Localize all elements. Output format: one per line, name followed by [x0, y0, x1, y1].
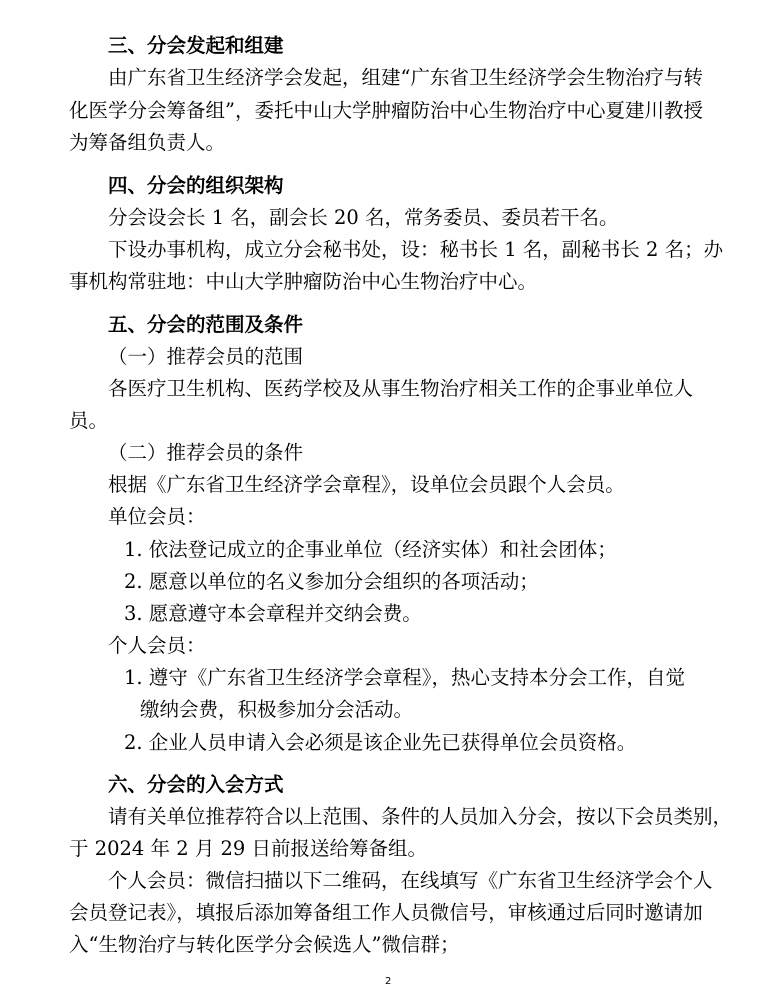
subheading: （二）推荐会员的条件: [108, 441, 304, 464]
paragraph-line: 会员登记表》，填报后添加筹备组工作人员微信号，审核通过后同时邀请加: [69, 901, 703, 924]
list-item-continuation: 缴纳会费，积极参加分会活动。: [140, 698, 414, 721]
paragraph-line: 由广东省卫生经济学会发起，组建“广东省卫生经济学会生物治疗与转: [108, 66, 703, 89]
section-heading-3: 三、分会发起和组建: [108, 34, 284, 57]
paragraph-line: 个人会员：微信扫描以下二维码，在线填写《广东省卫生经济学会个人: [108, 869, 713, 892]
subheading: （一）推荐会员的范围: [108, 345, 304, 368]
paragraph-line: 请有关单位推荐符合以上范围、条件的人员加入分会，按以下会员类别，: [108, 805, 733, 828]
paragraph-line: 为筹备组负责人。: [69, 131, 226, 154]
paragraph-line: 根据《广东省卫生经济学会章程》，设单位会员跟个人会员。: [108, 473, 625, 496]
paragraph-line: 于 2024 年 2 月 29 日前报送给筹备组。: [69, 837, 428, 860]
list-item: 1. 依法登记成立的企事业单位（经济实体）和社会团体；: [124, 538, 617, 561]
list-item: 2. 愿意以单位的名义参加分会组织的各项活动；: [124, 570, 539, 593]
page-number: 2: [385, 976, 392, 987]
individual-member-label: 个人会员：: [108, 634, 206, 657]
paragraph-line: 化医学分会筹备组”，委托中山大学肿瘤防治中心生物治疗中心夏建川教授: [69, 99, 703, 122]
section-heading-4: 四、分会的组织架构: [108, 174, 284, 197]
paragraph-line: 员。: [69, 409, 109, 432]
list-item: 2. 企业人员申请入会必须是该企业先已获得单位会员资格。: [124, 731, 637, 754]
unit-member-label: 单位会员：: [108, 505, 206, 528]
paragraph-line: 分会设会长 1 名，副会长 20 名，常务委员、委员若干名。: [108, 206, 619, 229]
list-item: 1. 遵守《广东省卫生经济学会章程》，热心支持本分会工作，自觉: [124, 666, 686, 689]
section-heading-6: 六、分会的入会方式: [108, 773, 284, 796]
section-heading-5: 五、分会的范围及条件: [108, 313, 304, 336]
paragraph-line: 事机构常驻地：中山大学肿瘤防治中心生物治疗中心。: [69, 270, 538, 293]
paragraph-line: 下设办事机构，成立分会秘书处，设：秘书长 1 名，副秘书长 2 名；办: [108, 238, 724, 261]
paragraph-line: 各医疗卫生机构、医药学校及从事生物治疗相关工作的企事业单位人: [108, 377, 694, 400]
paragraph-line: 入“生物治疗与转化医学分会候选人”微信群；: [69, 933, 460, 956]
list-item: 3. 愿意遵守本会章程并交纳会费。: [124, 602, 422, 625]
